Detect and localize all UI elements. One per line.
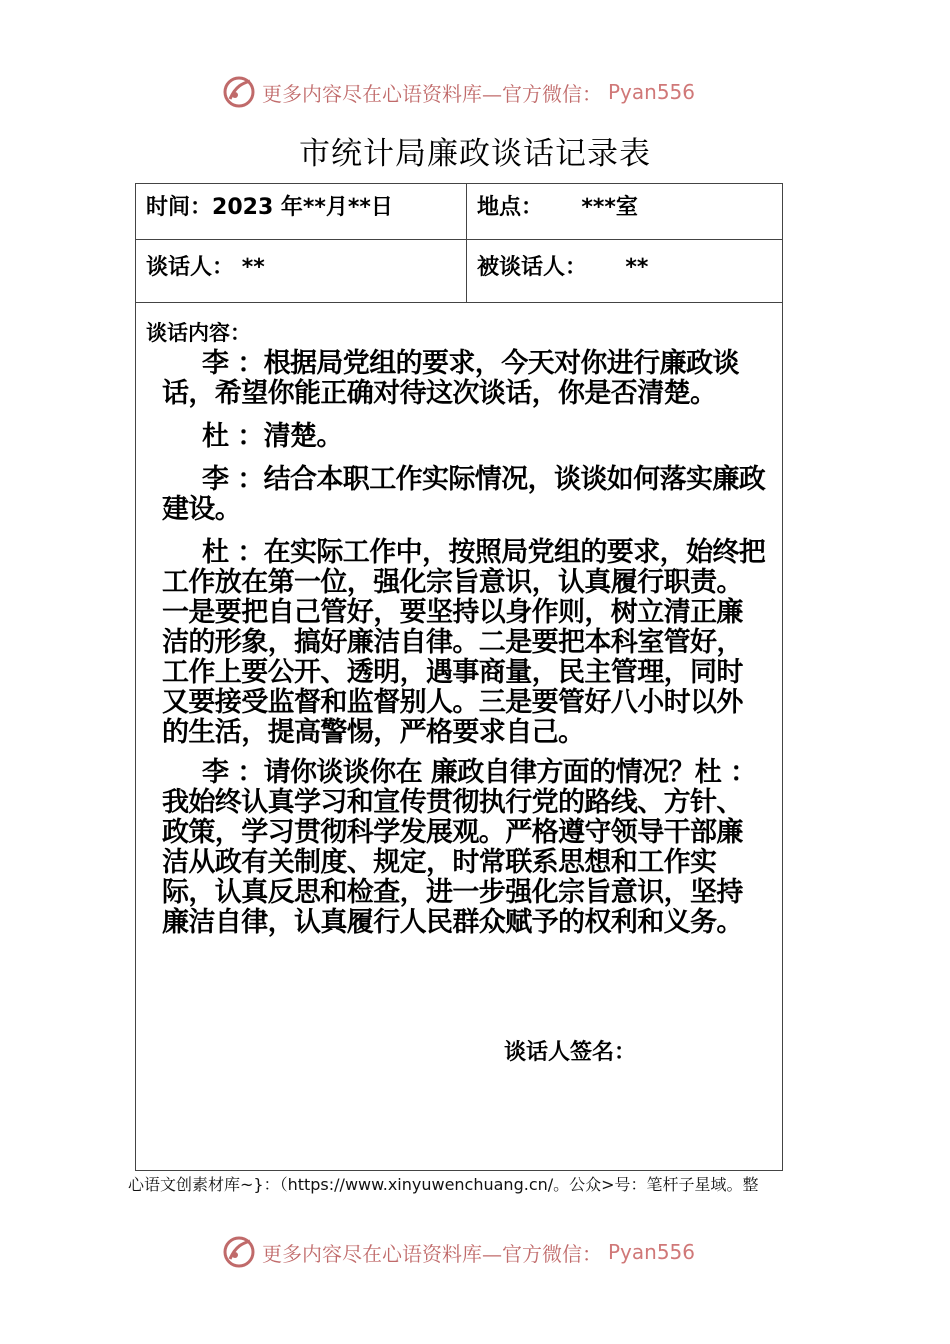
document-title: 市统计局廉政谈话记录表 (299, 136, 651, 172)
record-table (135, 183, 783, 1171)
watermark-text: 更多内容尽在心语资料库—官方微信： (262, 1241, 602, 1266)
place-label: 地点： (477, 195, 544, 220)
time-label: 时间： (146, 195, 213, 220)
table-row-participants (136, 240, 782, 303)
watermark-id: Pyan556 (608, 1240, 696, 1264)
footer-source-line: 心语文创素材库~}：（https://www.xinyuwenchuang.cn/。公众>号：笔杆子星域。整 (128, 1175, 759, 1194)
table-row-time-place (136, 184, 782, 240)
place-value: ***室 (581, 195, 638, 220)
content-area (136, 303, 782, 1169)
dialog-transcript (162, 349, 766, 951)
signature-label: 谈话人签名： (504, 1040, 637, 1065)
content-label: 谈话内容： (146, 321, 251, 345)
watermark-text: 更多内容尽在心语资料库—官方微信： (262, 81, 602, 106)
watermark-id: Pyan556 (608, 80, 696, 104)
place-cell (467, 184, 782, 239)
dialog-paragraph: 杜 ：在实际工作中，按照局党组的要求，始终把工作放在第一位，强化宗旨意识，认真履行职责。一是要把自己管好，要坚持以身作则，树立清正廉洁的形象，搞好廉洁自律。二是要把本科室管好，工作上要公开、透明，遇事商量，民主管理，同时又要接受监督和监督别人。三是要管好八小时以外的生活，提高警惕，严格要求自己。 (162, 537, 766, 748)
speaker-value: ** (241, 255, 265, 280)
dialog-paragraph: 李 ：根据局党组的要求，今天对你进行廉政谈话，希望你能正确对待这次谈话，你是否清楚。 (162, 348, 739, 409)
listener-cell (467, 240, 782, 302)
dialog-paragraph: 李 ：请你谈谈你在 廉政自律方面的情况？杜 ：我始终认真学习和宣传贯彻执行党的路线、方针、政策，学习贯彻科学发展观。严格遵守领导干部廉洁从政有关制度、规定，时常联系思想和工作实际，认真反思和检查，进一步强化宗旨意识，坚持廉洁自律，认真履行人民群众赋予的权利和义务。 (162, 757, 757, 938)
brand-logo-icon (222, 75, 256, 109)
time-value: 2023 年**月**日 (212, 195, 393, 220)
listener-label: 被谈话人： (477, 255, 588, 280)
dialog-paragraph: 杜 ：清楚。 (202, 421, 343, 452)
time-cell (136, 184, 467, 239)
watermark-footer (222, 1232, 695, 1272)
listener-value: ** (625, 255, 649, 280)
watermark-header (222, 72, 695, 112)
brand-logo-icon (222, 1235, 256, 1269)
speaker-label: 谈话人： (146, 255, 235, 280)
dialog-paragraph: 李 ：结合本职工作实际情况，谈谈如何落实廉政建设。 (162, 464, 766, 525)
speaker-cell (136, 240, 467, 302)
